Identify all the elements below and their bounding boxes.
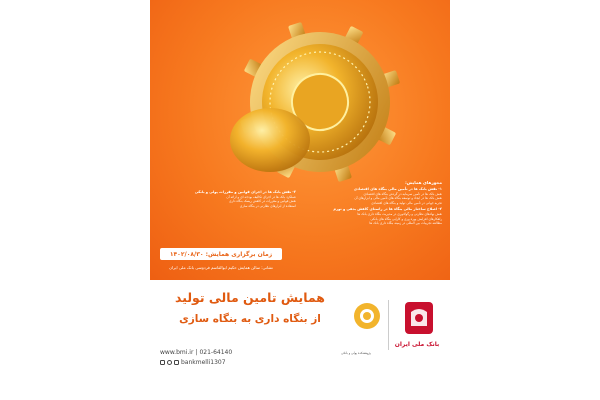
topics-right-column [302, 180, 442, 225]
poster-title: همایش تامین مالی تولید [175, 290, 325, 305]
topic-heading-3: ۳- نقش بانک ها در اجرای قوانین و مقررات پولی و بانکی [194, 190, 296, 194]
separator: | [195, 348, 198, 356]
topic-line: استفاده از ابزارهای نظارتی در بنگاه سازی [239, 203, 296, 208]
topics-title: محورهای همایش: [405, 180, 442, 185]
topic-line: نقش بانک ها در ایجاد و توسعه بنگاه های تأمین مالی و ابزارهای آن [354, 196, 442, 201]
topic-heading-1: ۱- نقش بانک ها در تأمین مالی بنگاه های اقتصادی [353, 187, 442, 191]
topic-line: نقش نهادهای نظارتی و رگولاتوری در مدیریت بنگاه داری بانک ها [357, 212, 442, 217]
topic-line: مطالعه تجربیات بین المللی در زمینه بنگاه داری بانک ها [369, 221, 442, 226]
phone-number: 021-64140 [199, 348, 233, 356]
bank-melli-logo-icon [405, 302, 433, 334]
poster-subtitle: از بنگاه داری به بنگاه سازی [179, 313, 321, 325]
social-handle: bankmelli1307 [181, 358, 226, 366]
topic-line: نقش بانک ها در تأمین سرمایه در گردش بنگاه های اقتصادی [363, 192, 442, 196]
orange-background [150, 0, 450, 280]
logo-divider [388, 300, 389, 350]
gold-gear-coin-icon [210, 22, 410, 192]
topics-left-column [158, 188, 296, 208]
bank-name: بانک ملی ایران [394, 341, 440, 348]
contact-info [160, 347, 270, 367]
institute-logo-icon [354, 303, 380, 329]
twitter-icon [174, 360, 179, 365]
contact-row-social [160, 357, 270, 367]
instagram-icon [160, 360, 165, 365]
topic-heading-2: ۲- اصلاح ساختار مالی بنگاه ها در راستای کاهش بدهی و تورم [333, 207, 442, 212]
telegram-icon [167, 360, 172, 365]
topic-line: عملکرد بانک ها در اجرای تکالیف بودجه ای و ارائه آن [226, 195, 296, 199]
contact-row-web [160, 347, 270, 357]
topic-line: نقش قوانین و مقررات در کاهش ریسک بنگاه داری [229, 199, 296, 204]
event-date-box: زمان برگزاری همایش: ۱۴۰۲/۰۸/۳۰ [160, 248, 282, 260]
website-link[interactable]: www.bmi.ir [160, 348, 194, 356]
event-address: نشانی: سالن همایش حکیم ابوالقاسم فردوسی بانک ملی ایران [169, 265, 273, 270]
institute-caption: پژوهشکده پولی و بانکی [341, 351, 371, 355]
topic-line: راهکارهای افزایش بهره وری و کارایی بنگاه های بانکی [370, 216, 442, 221]
conference-poster [150, 0, 450, 400]
topic-line: تجربه جهانی در تأمین مالی تولید و بنگاه های اقتصادی [371, 200, 442, 205]
